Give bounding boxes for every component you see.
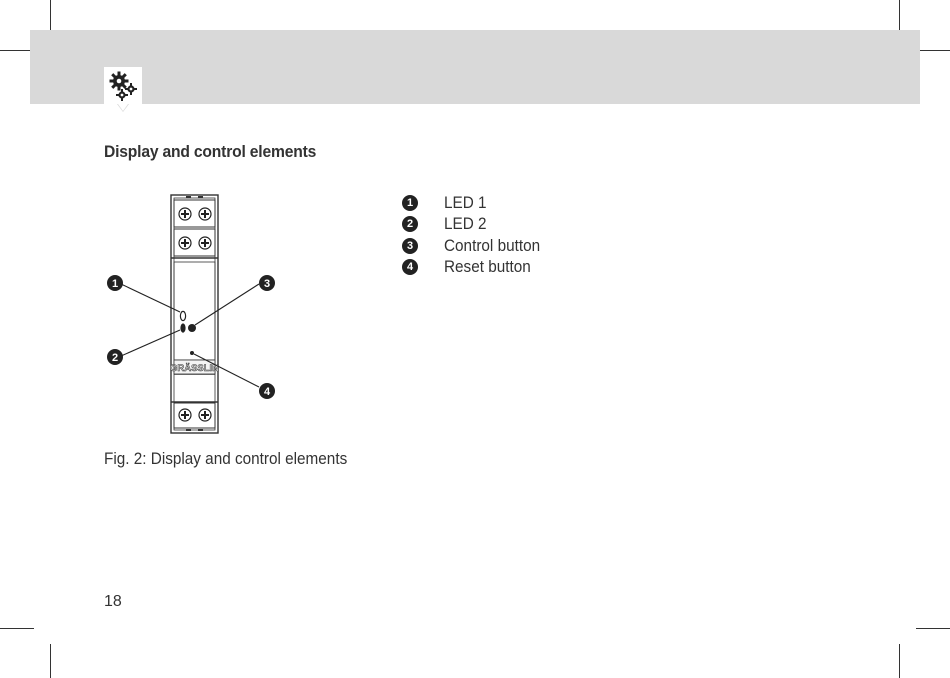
callout-2 [107, 349, 123, 365]
crop-mark [0, 628, 34, 629]
svg-text:1: 1 [111, 278, 119, 290]
led-2 [180, 323, 185, 332]
control-button [188, 324, 196, 332]
device-illustration [100, 190, 290, 440]
svg-text:2: 2 [111, 352, 119, 364]
legend-label: LED 2 [444, 214, 487, 234]
chapter-tab [104, 67, 142, 104]
led-1 [180, 311, 185, 320]
legend-number: 3 [402, 238, 418, 254]
device-brand: GRÄSSLIN [169, 363, 220, 374]
legend-item [402, 235, 551, 257]
crop-mark [0, 50, 34, 51]
legend-item [402, 192, 551, 214]
tab-pointer-inner [118, 104, 128, 111]
crop-mark [50, 0, 51, 34]
legend-label: LED 1 [444, 192, 487, 212]
gears-icon [104, 67, 142, 104]
crop-mark [899, 644, 900, 678]
svg-text:4: 4 [263, 386, 271, 398]
legend-number: 2 [402, 216, 418, 232]
legend-number: 1 [402, 195, 418, 211]
callout-3 [259, 275, 275, 291]
page-number: 18 [104, 593, 122, 610]
legend-item [402, 214, 551, 236]
legend-item [402, 257, 551, 279]
svg-text:3: 3 [263, 278, 271, 290]
legend-label: Reset button [444, 257, 531, 277]
crop-mark [899, 0, 900, 34]
legend-label: Control button [444, 235, 541, 255]
crop-mark [916, 628, 950, 629]
device-body [171, 195, 218, 433]
callout-1 [107, 275, 123, 291]
callout-4 [259, 383, 275, 399]
legend [402, 192, 551, 278]
crop-mark [916, 50, 950, 51]
reset-button [190, 351, 194, 355]
section-title: Display and control elements [104, 142, 317, 161]
crop-mark [50, 644, 51, 678]
header-band [30, 30, 920, 104]
figure-caption: Fig. 2: Display and control elements [104, 449, 348, 468]
legend-number: 4 [402, 259, 418, 275]
